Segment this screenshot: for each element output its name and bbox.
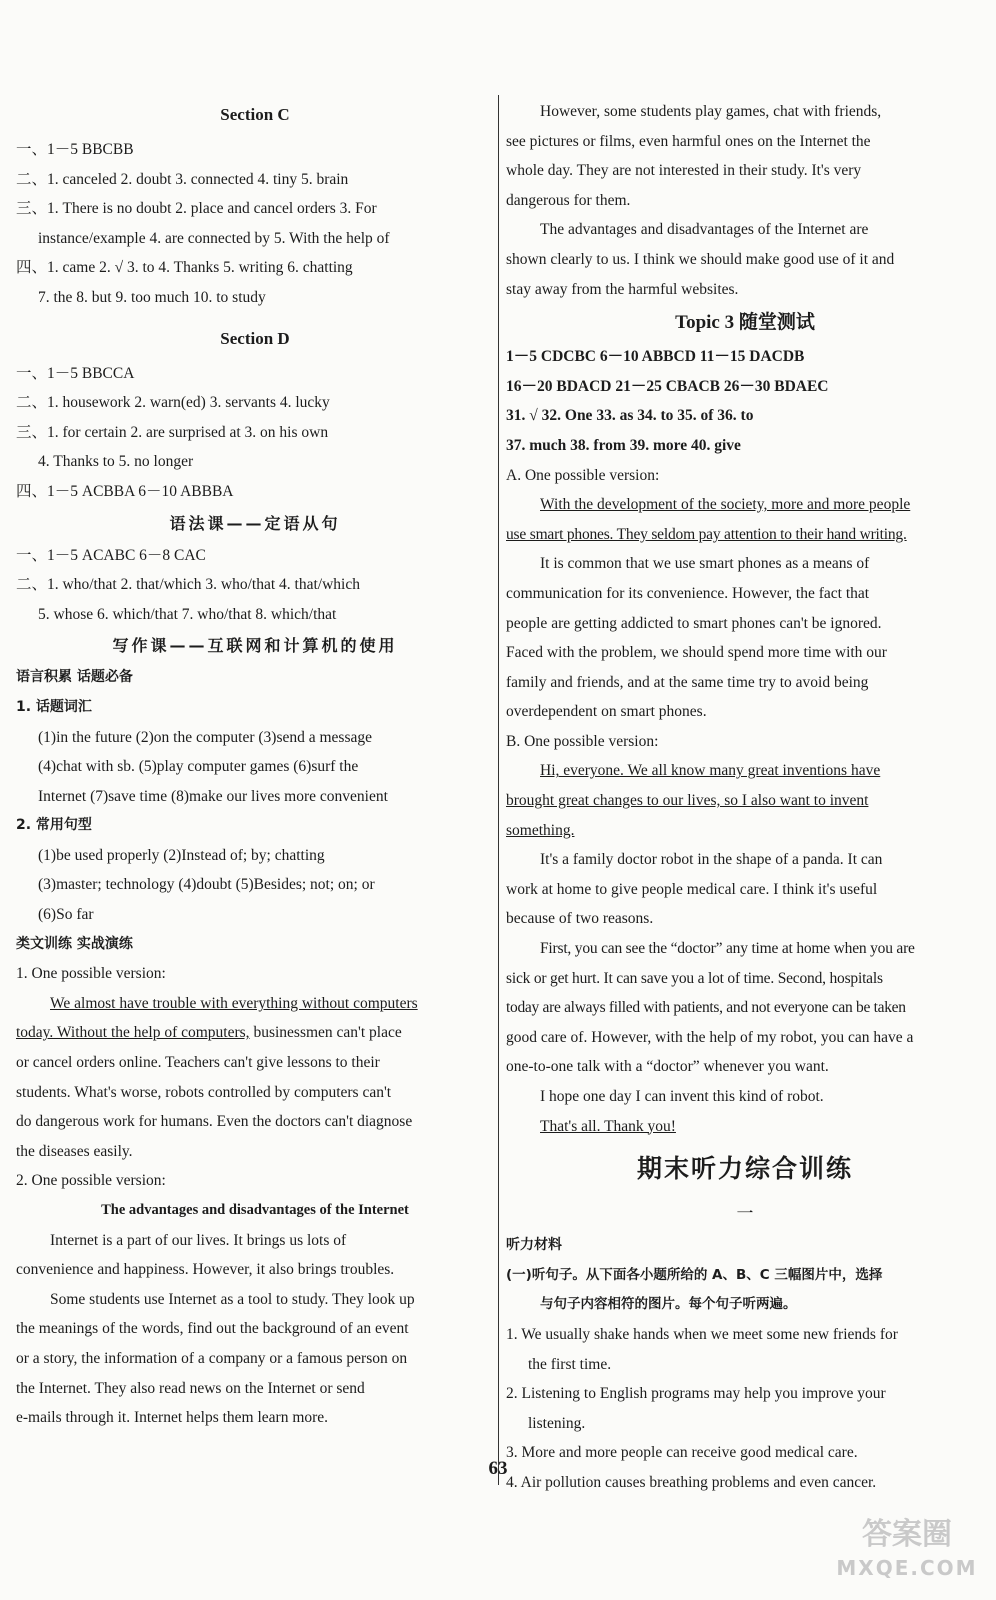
essay-line: Internet is a part of our lives. It brings us lots of (50, 1231, 347, 1249)
left-column (16, 95, 494, 1433)
answer-line: 三、1. for certain 2. are surprised at 3. on his own (16, 423, 329, 441)
answer-line: 一、1－5 BBCCA (16, 364, 135, 382)
section-d-title: Section D (220, 328, 290, 348)
essay-line: communication for its convenience. However, the fact that (506, 584, 870, 602)
essay-line: However, some students play games, chat with friends, (540, 103, 882, 120)
vocab-line: Internet (7)save time (8)make our lives more convenient (38, 787, 388, 805)
essay-line: good care of. However, with the help of my robot, you can have a (506, 1028, 914, 1046)
essay-line: Faced with the problem, we should spend more time with our (506, 644, 887, 662)
essay-line: convenience and happiness. However, it also brings troubles. (16, 1261, 395, 1279)
answer-line: 四、1－5 ACBBA 6－10 ABBBA (16, 482, 234, 500)
version-heading: 2. One possible version: (16, 1172, 166, 1190)
answer-line: 二、1. housework 2. warn(ed) 3. servants 4. lucky (16, 394, 330, 412)
underlined-text: today. Without the help of computers, (16, 1024, 250, 1042)
essay-line: sick or get hurt. It can save you a lot of time. Second, hospitals (506, 969, 883, 987)
watermark-url: MXQE.COM (836, 1556, 978, 1580)
listening-item: 2. Listening to English programs may help you improve your (506, 1385, 886, 1403)
watermark-text: 答案圈 (862, 1517, 952, 1552)
writing-title: 写作课——互联网和计算机的使用 (112, 636, 398, 656)
essay-line: It's a family doctor robot in the shape of a panda. It can (540, 851, 883, 869)
answer-line: 二、1. canceled 2. doubt 3. connected 4. tiny 5. brain (16, 170, 349, 188)
listening-item: listening. (528, 1414, 586, 1432)
subheading: 听力材料 (506, 1237, 562, 1254)
essay-title: The advantages and disadvantages of the Internet (101, 1202, 409, 1218)
subheading: 类文训练 实战演练 (16, 935, 133, 952)
answer-line: 7. the 8. but 9. too much 10. to study (38, 288, 266, 306)
essay-line: overdependent on smart phones. (506, 703, 707, 721)
essay-line: The advantages and disadvantages of the Internet are (540, 221, 869, 239)
part-number: 一 (736, 1204, 754, 1224)
essay-line: see pictures or films, even harmful ones on the Internet the (506, 132, 871, 150)
underlined-line: That's all. Thank you! (540, 1117, 676, 1135)
listening-item: 3. More and more people can receive good medical care. (506, 1444, 858, 1462)
essay-line: the Internet. They also read news on the Internet or send (16, 1379, 365, 1397)
final-listening-title: 期末听力综合训练 (636, 1154, 853, 1184)
answer-line: 1－5 CDCBC 6－10 ABBCD 11－15 DACDB (506, 348, 805, 366)
essay-line: It is common that we use smart phones as a means of (540, 555, 870, 573)
topic3-title: Topic 3 随堂测试 (675, 312, 815, 334)
underlined-line: use smart phones. They seldom pay attention to their hand writing. (506, 525, 907, 543)
page-number: 63 (488, 1458, 508, 1479)
listening-item: the first time. (528, 1355, 612, 1373)
vocab-line: (1)in the future (2)on the computer (3)send a message (38, 728, 372, 746)
answer-line: 4. Thanks to 5. no longer (38, 453, 194, 471)
underlined-line: With the development of the society, more and more people (540, 496, 911, 514)
essay-line: work at home to give people medical care. I think it's useful (506, 880, 878, 898)
essay-line: people are getting addicted to smart phones can't be ignored. (506, 614, 882, 632)
underlined-line: We almost have trouble with everything without computers (50, 994, 418, 1012)
underlined-line: brought great changes to our lives, so I also want to invent (506, 792, 869, 810)
essay-line: or a story, the information of a company or a famous person on (16, 1349, 408, 1367)
essay-line: family and friends, and at the same time try to avoid being (506, 673, 869, 691)
answer-line: 一、1－5 BBCBB (16, 141, 134, 158)
column-divider (498, 95, 499, 1485)
answer-line: 31. √ 32. One 33. as 34. to 35. of 36. to (506, 407, 754, 425)
sentence-heading: 2. 常用句型 (16, 817, 92, 834)
sentence-line: (1)be used properly (2)Instead of; by; chatting (38, 846, 325, 864)
instruction-line: (一)听句子。从下面各小题所给的 A、B、C 三幅图片中，选择 (506, 1266, 883, 1283)
essay-line: do dangerous work for humans. Even the doctors can't diagnose (16, 1113, 413, 1131)
answer-line: 三、1. There is no doubt 2. place and cancel orders 3. For (16, 200, 377, 218)
underlined-line: Hi, everyone. We all know many great inventions have (540, 762, 881, 780)
essay-text: businessmen can't place (249, 1024, 402, 1042)
underlined-line: something. (506, 821, 575, 839)
answer-line: 16－20 BDACD 21－25 CBACB 26－30 BDAEC (506, 377, 829, 395)
listening-item: 1. We usually shake hands when we meet some new friends for (506, 1325, 898, 1343)
version-heading: 1. One possible version: (16, 965, 166, 983)
essay-line: Some students use Internet as a tool to study. They look up (50, 1290, 415, 1308)
sentence-line: (3)master; technology (4)doubt (5)Besides; not; on; or (38, 876, 375, 894)
essay-line: the meanings of the words, find out the background of an event (16, 1320, 409, 1338)
answer-line: 一、1－5 ACABC 6－8 CAC (16, 546, 206, 564)
essay-line: whole day. They are not interested in their study. It's very (506, 162, 862, 180)
essay-line: because of two reasons. (506, 910, 654, 928)
sentence-line: (6)So far (38, 906, 94, 924)
essay-line: or cancel orders online. Teachers can't give lessons to their (16, 1054, 380, 1072)
answer-line: 37. much 38. from 39. more 40. give (506, 436, 741, 454)
essay-line: e-mails through it. Internet helps them learn more. (16, 1409, 329, 1427)
answer-line: 四、1. came 2. √ 3. to 4. Thanks 5. writing 6. chatting (16, 259, 353, 277)
version-heading: B. One possible version: (506, 732, 659, 750)
answer-line: 5. whose 6. which/that 7. who/that 8. which/that (38, 605, 337, 623)
right-column (506, 97, 984, 1498)
essay-line: I hope one day I can invent this kind of robot. (540, 1088, 824, 1105)
essay-line: today are always filled with patients, and not everyone can be taken (506, 999, 906, 1017)
essay-line: stay away from the harmful websites. (506, 280, 739, 298)
essay-line: students. What's worse, robots controlled by computers can't (16, 1083, 392, 1101)
essay-line: dangerous for them. (506, 191, 631, 209)
grammar-title: 语法课——定语从句 (169, 513, 341, 533)
essay-line: one-to-one talk with a “doctor” whenever you want. (506, 1058, 829, 1076)
section-c-title: Section C (220, 105, 290, 124)
version-heading: A. One possible version: (506, 466, 660, 484)
essay-line (16, 1018, 494, 1048)
essay-line: shown clearly to us. I think we should make good use of it and (506, 250, 895, 268)
answer-line: instance/example 4. are connected by 5. With the help of (38, 229, 390, 247)
watermark-logo (832, 1515, 982, 1585)
essay-line: the diseases easily. (16, 1142, 133, 1160)
instruction-line: 与句子内容相符的图片。每个句子听两遍。 (540, 1296, 797, 1313)
vocab-line: (4)chat with sb. (5)play computer games (6)surf the (38, 758, 359, 776)
essay-line: First, you can see the “doctor” any time at home when you are (540, 940, 915, 958)
subheading: 语言积累 话题必备 (16, 669, 133, 686)
answer-line: 二、1. who/that 2. that/which 3. who/that 4. that/which (16, 576, 360, 594)
listening-item: 4. Air pollution causes breathing problems and even cancer. (506, 1473, 877, 1491)
vocab-heading: 1. 话题词汇 (16, 698, 92, 715)
